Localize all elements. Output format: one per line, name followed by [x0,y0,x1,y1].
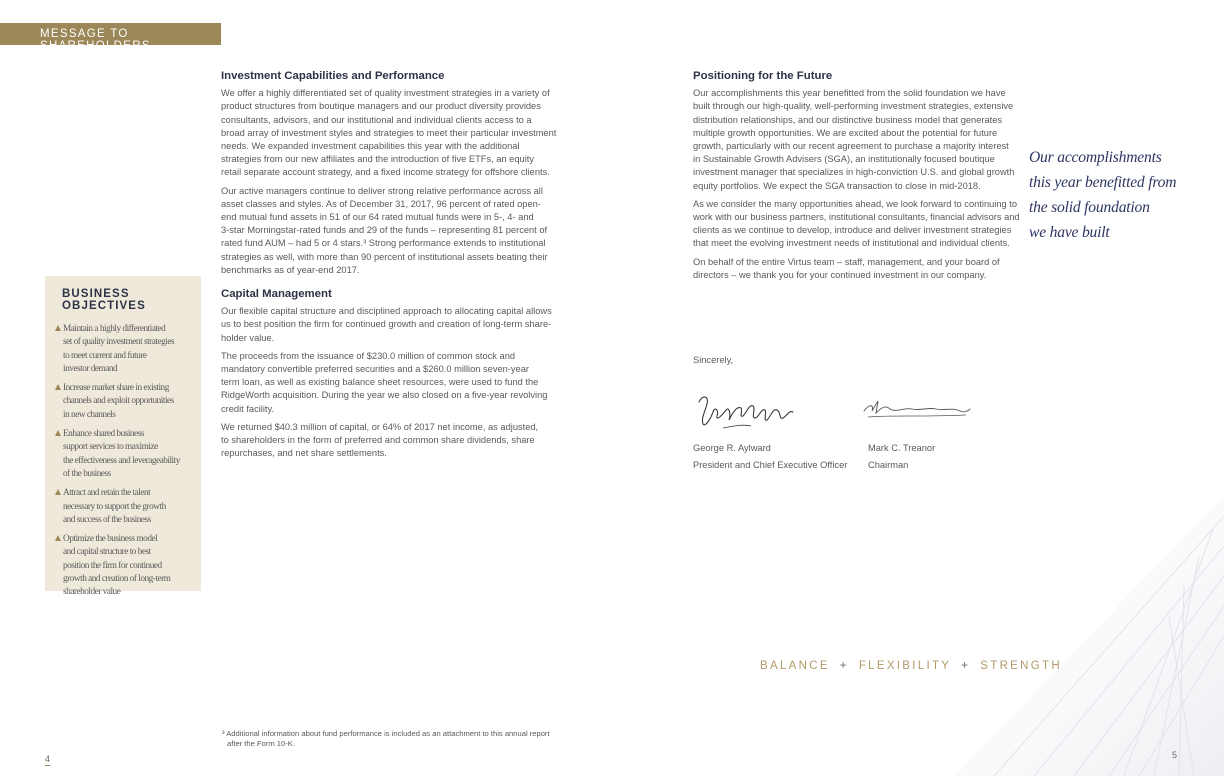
pull-quote: Our accomplishments this year benefitted from the solid foundation we have built [1029,149,1177,241]
left-body-column [221,70,557,465]
page-number-right: 5 [1172,750,1178,760]
objective-item [55,533,191,599]
triangle-bullet-icon [55,430,61,436]
signature-aylward [693,388,803,436]
plus-separator: + [961,660,971,672]
objective-line: set of quality investment strategies [63,337,175,348]
triangle-bullet-icon [55,384,61,390]
objective-line: of the business [63,468,111,479]
investment-paragraph-1: We offer a highly differentiated set of quality investment strategies in a variety of product structures from boutique managers and our product diversity provides consultants, advisors, and our institutional and individual clients access to a broad array of investment styles and strategies to meet their particular investment needs. We expanded investment capabilities this year with the additional strategies from our new affiliates and the introduction of five ETFs, an equity retail separate account strategy, and a fixed income strategy for offshore clients. [221,88,557,178]
signatory-aylward [693,440,847,474]
signatory-name: George R. Aylward [693,443,771,453]
positioning-paragraph-1: Our accomplishments this year benefitted from the solid foundation we have built through our high-quality, well-performing investment strategies, extensive distribution relationships, and our distinctive business model that generates multiple growth opportunities. We are excited about the potential for future growth, particularly with our recent agreement to purchase a majority interest in Sustainable Growth Advisers (SGA), an institutionally focused boutique investment manager that specializes in high-conviction U.S. and global growth equity portfolios. We expect the SGA transaction to close in mid-2018. [693,88,1015,191]
tagline-word: FLEXIBILITY [858,660,952,672]
closing-salutation: Sincerely, [693,355,734,365]
objective-line: growth and creation of long-term [63,574,171,585]
section-header-bar [0,23,221,52]
objective-item [55,487,191,527]
signatory-treanor [868,440,935,474]
business-objectives-box [45,276,201,598]
capital-paragraph-2: The proceeds from the issuance of $230.0 million of common stock and mandatory convertible preferred securities and a $260.0 million seven-year term loan, as well as existing balance sheet resources, were used to fund the RidgeWorth acquisition. During the year we also closed on a five-year revolving credit facility. [221,350,548,414]
investment-paragraph-2: Our active managers continue to deliver strong relative performance across all asset classes and styles. As of December 31, 2017, 96 percent of rated open- end mutual fund assets in 51 of our 64 rated mutual funds were in 5-, 4- and 3-star Morningstar-rated funds and 29 of the funds – representing 81 percent of rated fund AUM – had 5 or 4 stars.³ Strong performance extends to institutional strategies as well, with more than 90 percent of institutional assets beating their benchmarks as of year-end 2017. [221,185,548,275]
positioning-heading: Positioning for the Future [693,70,833,82]
tagline-word: STRENGTH [980,660,1062,672]
page-number-left: 4 [45,754,51,764]
objective-line: Increase market share in existing [63,383,169,394]
objective-item [55,428,191,481]
objective-line: position the firm for continued [63,560,162,571]
triangle-bullet-icon [55,489,61,495]
signatory-title: President and Chief Executive Officer [693,460,848,470]
objective-line: channels and exploit opportunities [63,396,174,407]
plus-separator: + [839,660,849,672]
objective-line: and capital structure to best [63,547,151,558]
triangle-bullet-icon [55,325,61,331]
objective-line: the effectiveness and leverageability [63,455,180,466]
objective-line: Optimize the business model [63,534,158,545]
capital-paragraph-1: Our flexible capital structure and disciplined approach to allocating capital allows us to best position the firm for continued growth and creation of long-term share- holder value. [221,306,552,343]
capital-paragraph-3: We returned $40.3 million of capital, or 64% of 2017 net income, as adjusted, to shareholders in the form of preferred and common share dividends, share repurchases, and net share settlements. [221,421,539,459]
objective-line: necessary to support the growth [63,501,166,512]
signatory-title: Chairman [868,460,909,470]
tagline [760,660,1062,672]
building-graphic [894,456,1224,776]
tagline-word: BALANCE [760,660,830,672]
objective-line: in new channels [63,409,116,420]
triangle-bullet-icon [55,535,61,541]
objective-line: Attract and retain the talent [63,488,151,499]
capital-heading: Capital Management [221,288,332,301]
sidebar-title: BUSINESS OBJECTIVES [62,288,146,312]
positioning-paragraph-3: On behalf of the entire Virtus team – staff, management, and your board of directors – we thank you for your continued investment in our company. [693,256,1000,280]
objective-line: to meet current and future [63,350,147,361]
objective-line: Maintain a highly differentiated [63,324,166,334]
right-body-column [693,70,1020,287]
signature-treanor [860,393,972,425]
signatory-name: Mark C. Treanor [868,443,936,453]
positioning-paragraph-2: As we consider the many opportunities ahead, we look forward to continuing to work with our business partners, institutional consultants, financial advisors and clients as we continue to develop, introduce and deliver investment strategies that meet the evolving investment needs of institutional and individual clients. [693,198,1020,249]
objective-line: support services to maximize [63,442,158,453]
objective-item [55,382,191,422]
objective-line: Enhance shared business [63,429,144,440]
objective-line: investor demand [63,363,118,374]
investment-heading: Investment Capabilities and Performance [221,70,445,82]
footnote: ³ Additional information about fund performance is included as an attachment to this annual report after the Form 10-K. [222,729,550,748]
objective-line: shareholder value [63,587,121,598]
section-label: MESSAGE TO SHAREHOLDERS [40,28,151,52]
objective-line: and success of the business [63,514,151,525]
objective-item [55,323,191,376]
